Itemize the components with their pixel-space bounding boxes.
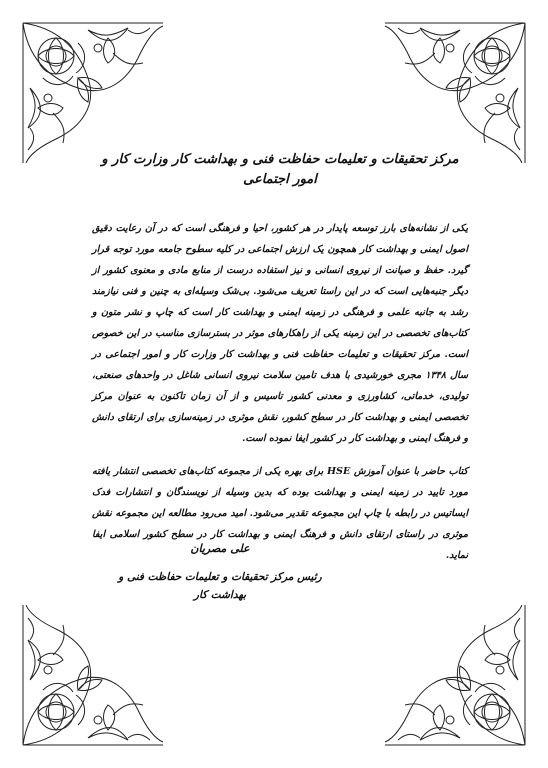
- corner-ornament-top-right: [380, 18, 530, 168]
- arabesque-ornament-icon: [18, 18, 168, 168]
- paragraph-book-note: کتاب حاضر با عنوان آموزش HSE برای بهره یکی از مجموعه کتاب‌های تخصصی انتشار یافته مورد تایید در زمینه ایمنی و بهداشت بوده که بدین وسیله از نویسندگان و انتشارات فدک ایساتیس در رابطه با چاپ این مجموعه تقدیر می‌شود. امید می‌رود مطالعه این مجموعه نقش موثری در راستای ارتقای دانش و فرهنگ ایمنی و بهداشت کار در سطح کشور اسلامی ایفا نماید.: [92, 466, 468, 561]
- signature-block: [100, 540, 340, 604]
- arabesque-ornament-icon: [380, 18, 530, 168]
- corner-ornament-top-left: [18, 18, 168, 168]
- arabesque-ornament-icon: [18, 600, 168, 750]
- corner-ornament-bottom-right: [380, 600, 530, 750]
- page-title: مرکز تحقیقات و تعلیمات حفاظت فنی و بهداشت کار وزارت کار و امور اجتماعی: [101, 152, 459, 187]
- signature-name: علی مصریان: [190, 542, 250, 555]
- paragraph-intro: یکی از نشانه‌های بارز توسعه پایدار در هر کشور، احیا و فرهنگی است که در آن رعایت دقیق اصول ایمنی و بهداشت کار همچون یک ارزش اجتماعی در کلیه سطوح جامعه مورد توجه قرار گیرد. حفظ و صیانت از نیروی انسانی و نیز استفاده درست از منابع مادی و معنوی کشور از دیگر جنبه‌هایی است که در این راستا تعریف می‌شود. بی‌شک وسیله‌ای به چنین و فنی نیازمند رشد به جانبه علمی و فرهنگی در زمینه ایمنی و بهداشت کار است که چاپ و نشر متون و کتاب‌های تخصصی در این زمینه یکی از راهکارهای موثر در بسترسازی مناسب در این خصوص است. مرکز تحقیقات و تعلیمات حفاظت فنی و بهداشت کار وزارت کار و امور اجتماعی در سال ۱۳۴۸ مجری خورشیدی با هدف تامین سلامت نیروی انسانی شاغل در واحدهای صنعتی، تولیدی، خدماتی، کشاورزی و معدنی کشور تاسیس و از آن زمان تاکنون به عنوان مرکز تخصصی ایمنی و بهداشت کار در سطح کشور، نقش موثری در زمینه‌سازی برای ارتقای دانش و فرهنگ ایمنی و بهداشت کار در کشور ایفا نموده است.: [92, 223, 468, 444]
- corner-ornament-bottom-left: [18, 600, 168, 750]
- arabesque-ornament-icon: [380, 600, 530, 750]
- signature-title: رئیس مرکز تحقیقات و تعلیمات حفاظت فنی و بهداشت کار: [118, 571, 322, 601]
- document-body: [92, 150, 468, 578]
